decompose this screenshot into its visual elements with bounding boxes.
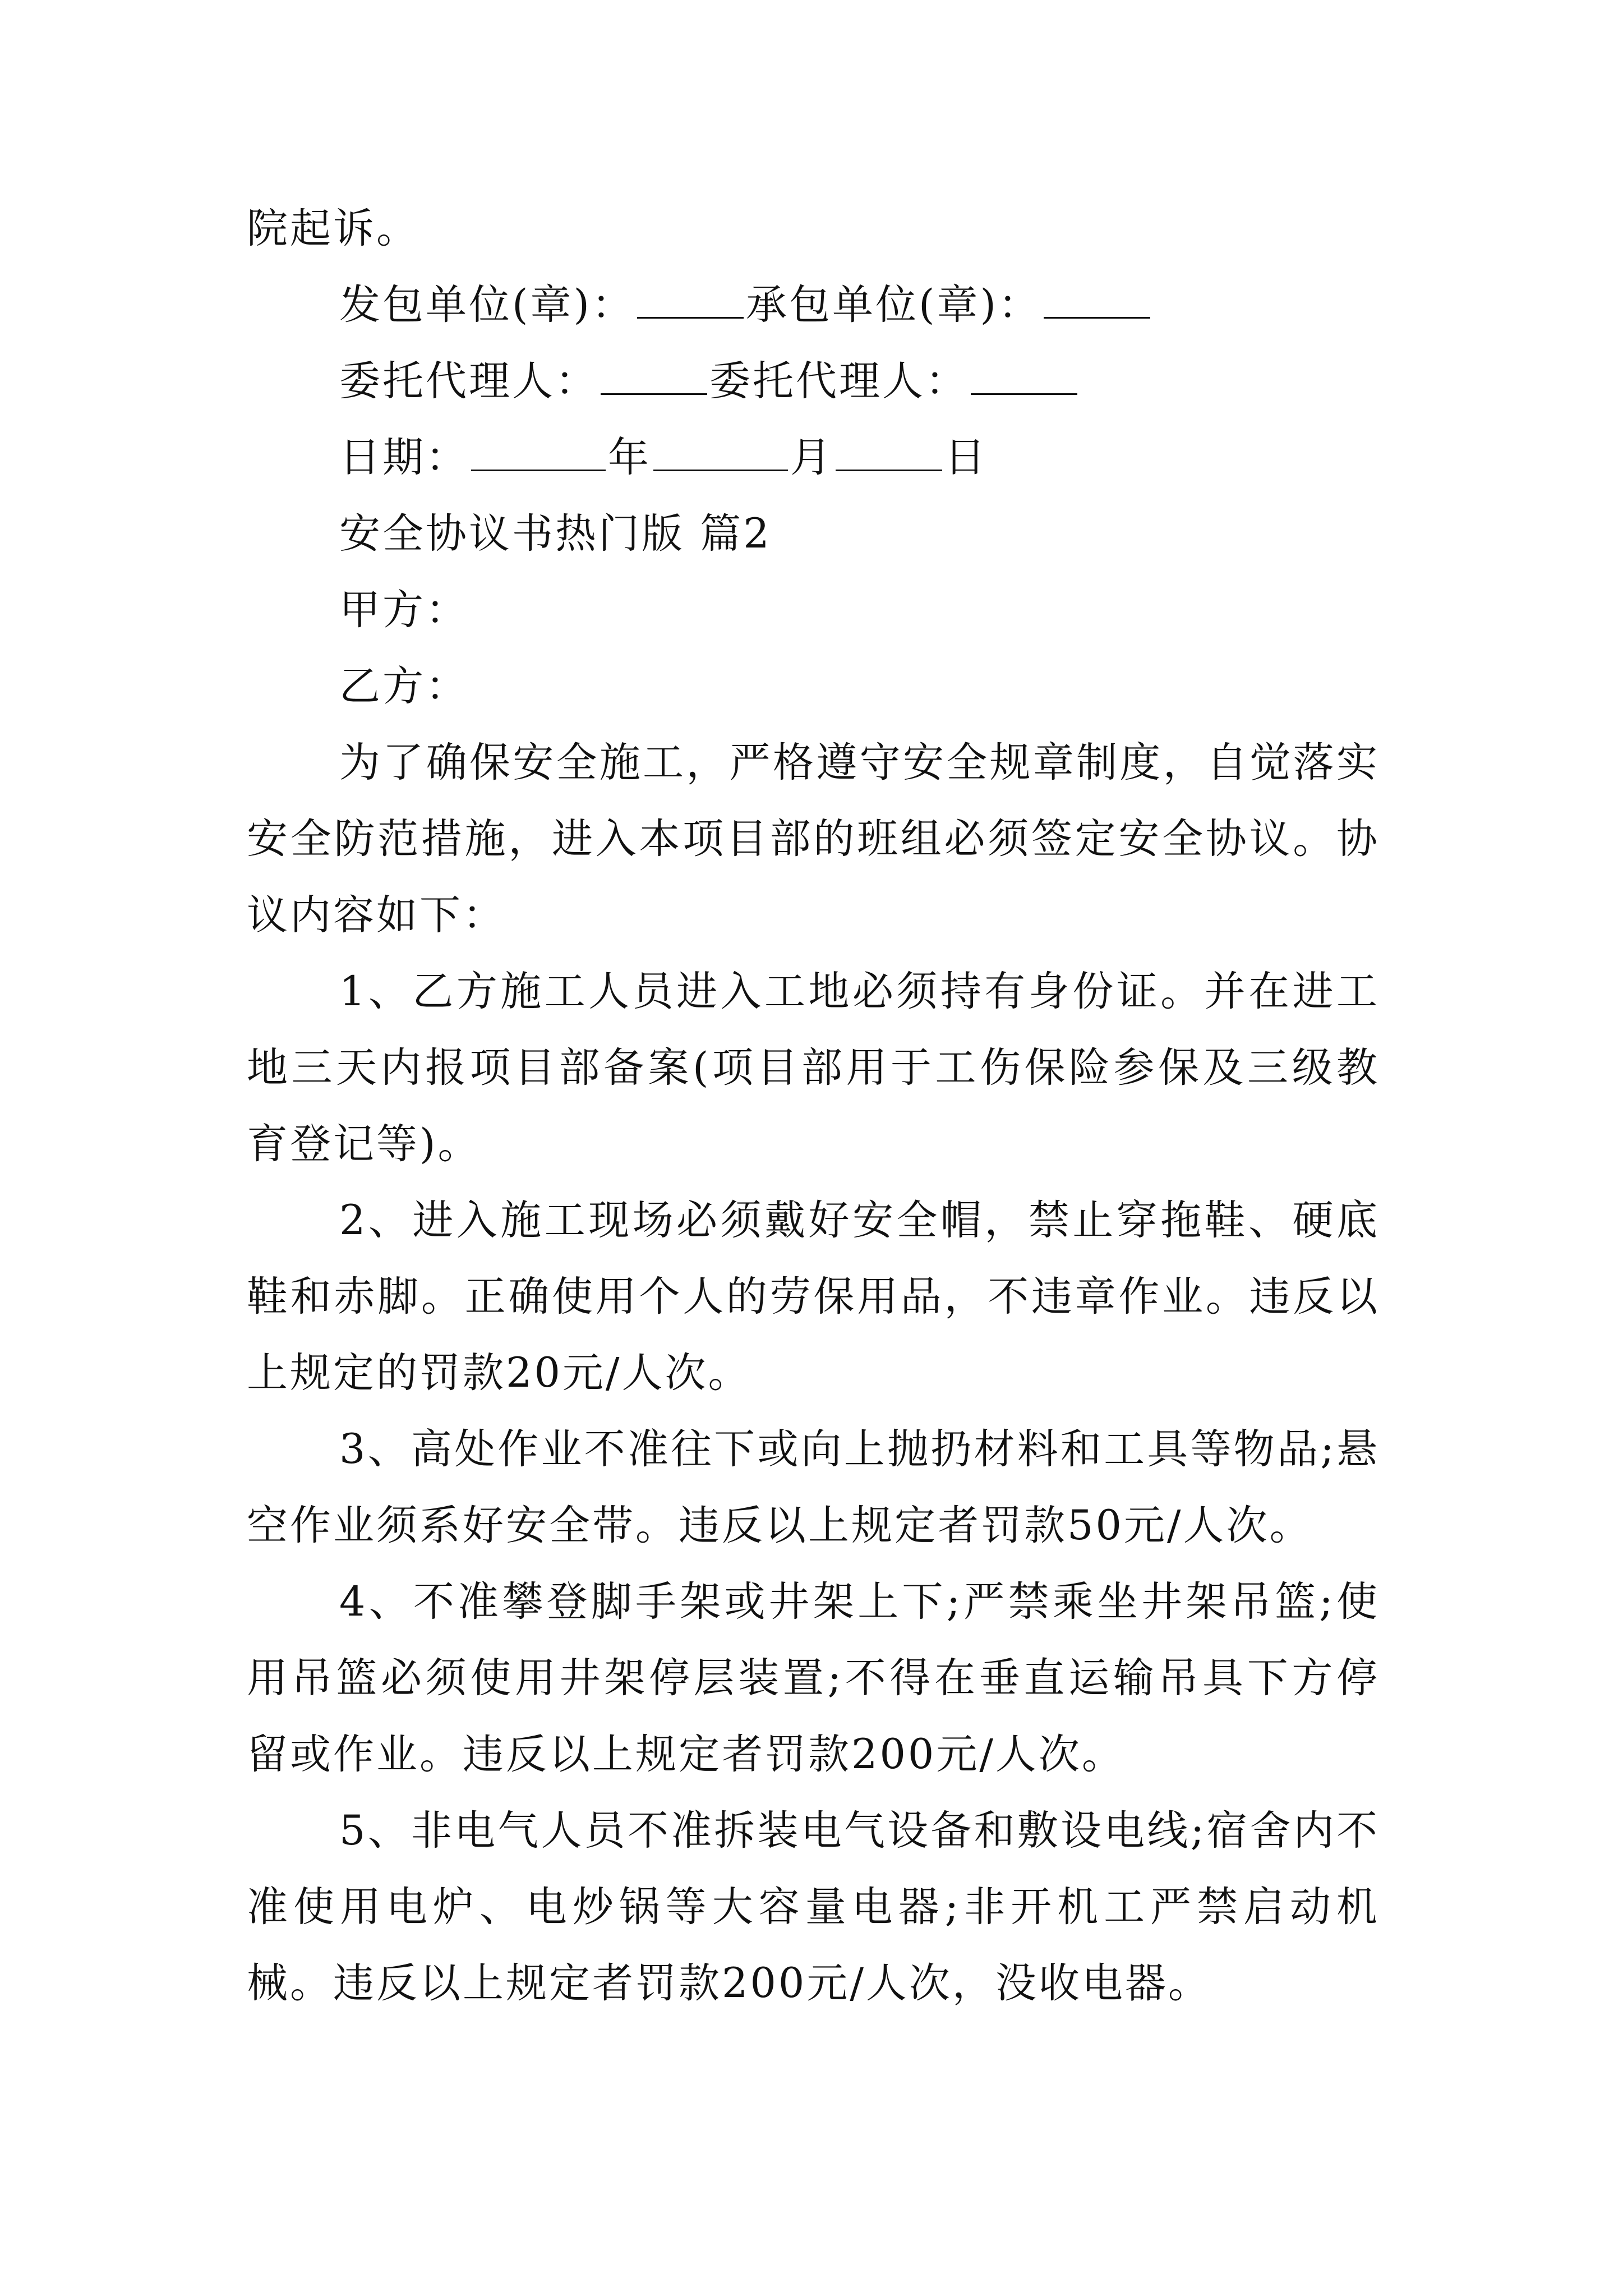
month-label: 月 xyxy=(790,434,833,481)
year-label: 年 xyxy=(608,434,651,481)
day-label: 日 xyxy=(944,434,988,481)
blank-line xyxy=(653,430,788,471)
party-b: 乙方： xyxy=(339,662,469,710)
text-line: 院起诉。 xyxy=(247,205,419,252)
blank-line xyxy=(1044,278,1150,319)
blank-line xyxy=(836,430,942,471)
blank-line xyxy=(601,354,707,395)
section-heading: 安全协议书热门版 篇2 xyxy=(339,510,772,558)
date-label: 日期： xyxy=(339,434,469,481)
party-a: 甲方： xyxy=(339,586,469,634)
paragraph-clause-1: 1、乙方施工人员进入工地必须持有身份证。并在进工地三天内报项目部备案(项目部用于工伤保险参保及三级教育登记等)。 xyxy=(247,968,1380,1168)
agent-label-b: 委托代理人： xyxy=(709,357,969,405)
paragraph-clause-2: 2、进入施工现场必须戴好安全帽，禁止穿拖鞋、硬底鞋和赤脚。正确使用个人的劳保用品，不违章作业。违反以上规定的罚款20元/人次。 xyxy=(247,1197,1380,1397)
paragraph-clause-4: 4、不准攀登脚手架或井架上下;严禁乘坐井架吊篮;使用吊篮必须使用井架停层装置;不得在垂直运输吊具下方停留或作业。违反以上规定者罚款200元/人次。 xyxy=(247,1578,1380,1778)
agent-label-a: 委托代理人： xyxy=(339,357,598,405)
signature-row-date xyxy=(247,420,1380,496)
paragraph-clause-5: 5、非电气人员不准拆装电气设备和敷设电线;宿舍内不准使用电炉、电炒锅等大容量电器;非开机工严禁启动机械。违反以上规定者罚款200元/人次，没收电器。 xyxy=(247,1807,1380,2007)
signature-row-agent xyxy=(247,343,1380,420)
contractor-unit-label: 承包单位(章)： xyxy=(745,281,1041,329)
blank-line xyxy=(471,430,606,471)
paragraph-intro: 为了确保安全施工，严格遵守安全规章制度，自觉落实安全防范措施，进入本项目部的班组必须签定安全协议。协议内容如下： xyxy=(247,739,1380,939)
contracting-unit-label: 发包单位(章)： xyxy=(339,281,635,329)
blank-line xyxy=(971,354,1077,395)
paragraph-clause-3: 3、高处作业不准往下或向上抛扔材料和工具等物品;悬空作业须系好安全带。违反以上规定者罚款50元/人次。 xyxy=(247,1425,1380,1549)
document-body xyxy=(247,191,1380,2022)
blank-line xyxy=(637,278,744,319)
signature-row-unit xyxy=(247,267,1380,343)
